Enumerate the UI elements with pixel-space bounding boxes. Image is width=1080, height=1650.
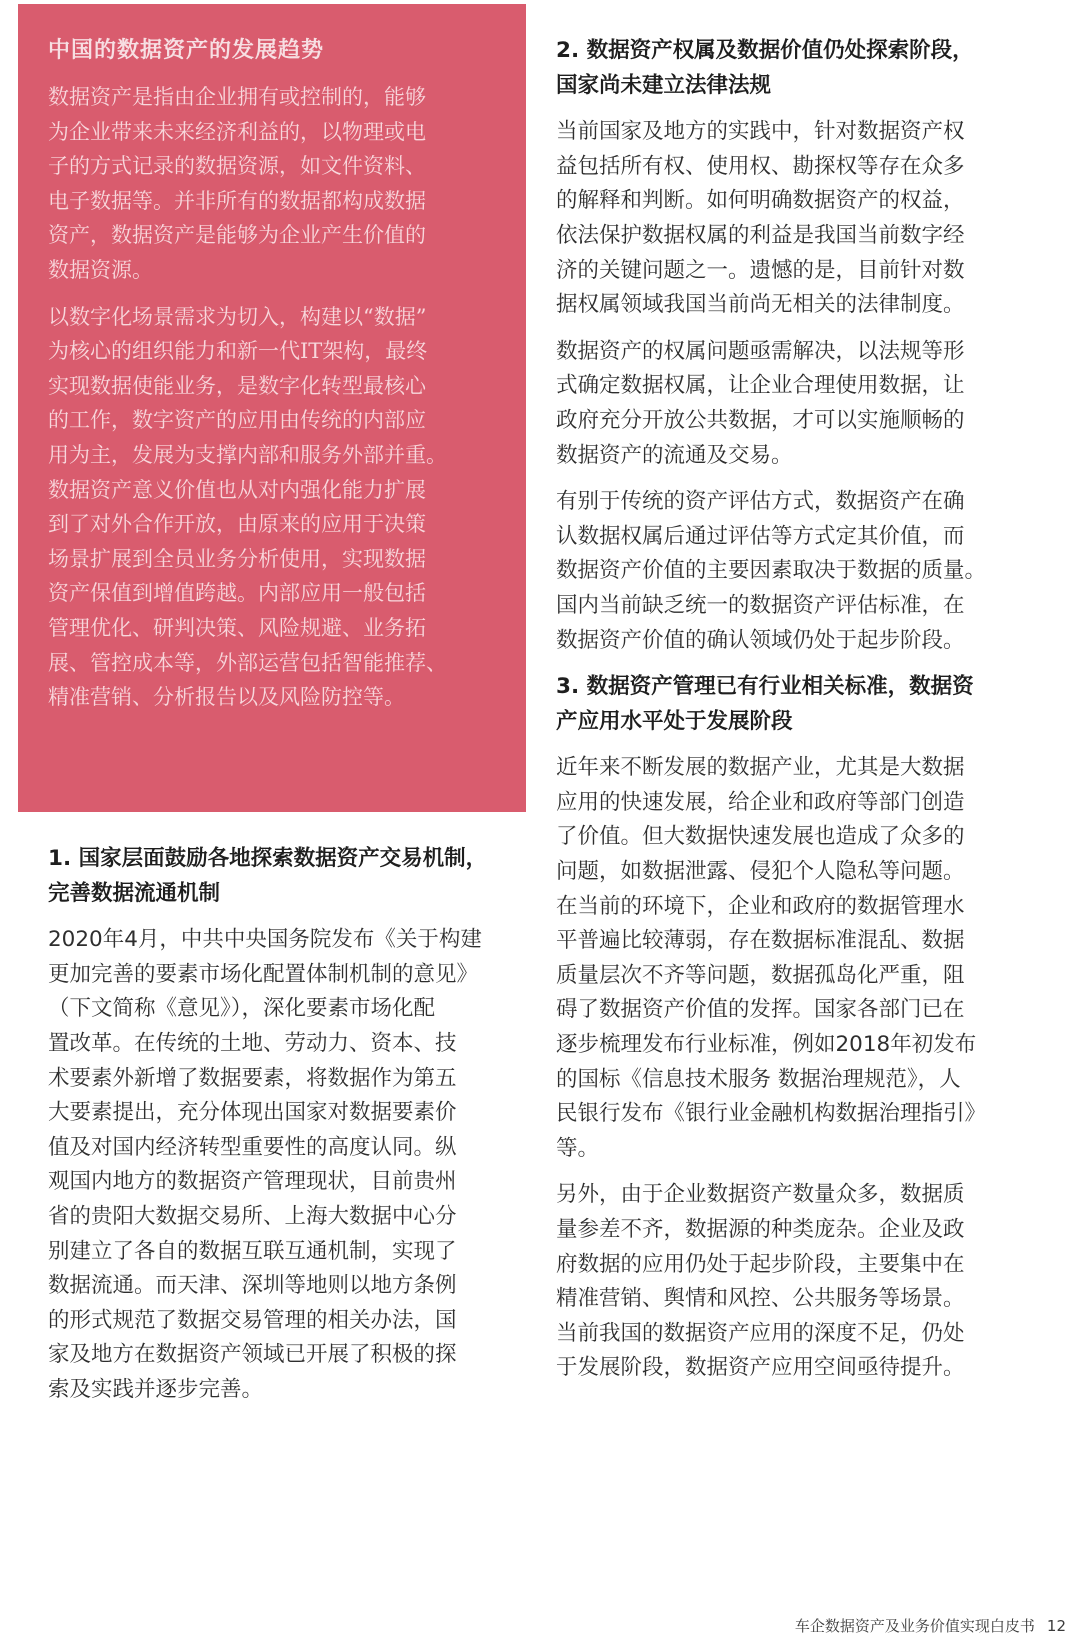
text-line: 平普遍比较薄弱，存在数据标准混乱、数据 (556, 928, 965, 954)
text-line: 等。 (556, 1135, 600, 1161)
section-1-heading (48, 842, 526, 911)
text-line: 府数据的应用仍处于起步阶段，主要集中在 (556, 1251, 965, 1277)
text-line: 置改革。在传统的土地、劳动力、资本、技 (48, 1030, 457, 1056)
page-footer (795, 1615, 1066, 1636)
text-line: 大要素提出，充分体现出国家对数据要素价 (48, 1100, 457, 1126)
text-line: 政府充分开放公共数据，才可以实施顺畅的 (556, 407, 965, 433)
text-line: 于发展阶段，数据资产应用空间亟待提升。 (556, 1355, 965, 1381)
section-3-paragraph-2 (556, 1178, 1036, 1386)
text-line: 认数据权属后通过评估等方式定其价值，而 (556, 523, 965, 549)
section-2-paragraph-2 (556, 335, 1036, 473)
left-column (48, 842, 526, 1420)
section-1-paragraph (48, 923, 526, 1407)
text-line: 1. 国家层面鼓励各地探索数据资产交易机制， (48, 846, 488, 871)
text-line: 资产保值到增值跨越。内部应用一般包括 (48, 581, 426, 606)
text-line: 2. 数据资产权属及数据价值仍处探索阶段， (556, 38, 974, 63)
text-line: 以数字化场景需求为切入，构建以“数据” (48, 304, 427, 329)
text-line: 为核心的组织能力和新一代IT架构，最终 (48, 339, 428, 364)
text-line: 依法保护数据权属的利益是我国当前数字经 (556, 222, 965, 248)
text-line: 国内当前缺乏统一的数据资产评估标准，在 (556, 592, 965, 618)
text-line: 到了对外合作开放，由原来的应用于决策 (48, 512, 426, 537)
text-line: 济的关键问题之一。遗憾的是，目前针对数 (556, 257, 965, 283)
text-line: 数据资产价值的确认领域仍处于起步阶段。 (556, 627, 965, 653)
text-line: 的国标《信息技术服务 数据治理规范》，人 (556, 1066, 961, 1092)
text-line: 实现数据使能业务，是数字化转型最核心 (48, 373, 426, 398)
text-line: 数据资产的流通及交易。 (556, 442, 793, 468)
footer-doc-title: 车企数据资产及业务价值实现白皮书 (794, 1617, 1035, 1635)
text-line: 据权属领域我国当前尚无相关的法律制度。 (556, 292, 965, 318)
right-column (556, 34, 1036, 1398)
text-line: 有别于传统的资产评估方式，数据资产在确 (556, 489, 965, 515)
text-line: 应用的快速发展，给企业和政府等部门创造 (556, 789, 965, 815)
text-line: 的工作，数字资产的应用由传统的内部应 (48, 408, 426, 433)
section-3-heading (556, 670, 1036, 739)
text-line: 另外，由于企业数据资产数量众多，数据质 (556, 1182, 965, 1208)
text-line: 数据流通。而天津、深圳等地则以地方条例 (48, 1273, 457, 1299)
text-line: 索及实践并逐步完善。 (48, 1376, 264, 1402)
section-2-paragraph-1 (556, 115, 1036, 323)
text-line: 量参差不齐，数据源的种类庞杂。企业及政 (556, 1217, 965, 1242)
text-line: 数据资产意义价值也从对内强化能力扩展 (48, 477, 426, 502)
text-line: 用为主，发展为支撑内部和服务外部并重。 (48, 442, 447, 467)
section-2-heading (556, 34, 1036, 103)
text-line: 电子数据等。并非所有的数据都构成数据 (48, 188, 426, 213)
text-line: 数据资产的权属问题亟需解决，以法规等形 (556, 338, 965, 364)
text-line: 精准营销、分析报告以及风险防控等。 (48, 685, 405, 710)
text-line: 值及对国内经济转型重要性的高度认同。纵 (48, 1134, 457, 1160)
section-3-paragraph-1 (556, 751, 1036, 1166)
text-line: 问题，如数据泄露、侵犯个人隐私等问题。 (556, 859, 965, 885)
text-line: 产应用水平处于发展阶段 (556, 708, 793, 734)
text-line: 完善数据流通机制 (48, 880, 221, 906)
text-line: 资产，数据资产是能够为企业产生价值的 (48, 223, 426, 248)
section-2-paragraph-3 (556, 485, 1036, 658)
text-line: 式确定数据权属，让企业合理使用数据，让 (556, 373, 965, 399)
text-line: 数据资产是指由企业拥有或控制的，能够 (48, 85, 426, 109)
text-line: 2020年4月，中共中央国务院发布《关于构建 (48, 927, 482, 953)
text-line: 在当前的环境下，企业和政府的数据管理水 (556, 893, 965, 919)
text-line: 3. 数据资产管理已有行业相关标准，数据资 (556, 674, 974, 700)
text-line: 数据资源。 (48, 257, 153, 282)
sidebar-title: 中国的数据资产的发展趋势 (48, 38, 325, 63)
text-line: 精准营销、舆情和风控、公共服务等场景。 (556, 1286, 965, 1312)
text-line: 展、管控成本等，外部运营包括智能推荐、 (48, 650, 447, 675)
page-number: 12 (1046, 1617, 1066, 1635)
text-line: 当前国家及地方的实践中，针对数据资产权 (556, 119, 965, 145)
sidebar-paragraph-2 (48, 300, 496, 715)
text-line: 的形式规范了数据交易管理的相关办法，国 (48, 1307, 457, 1333)
text-line: 近年来不断发展的数据产业，尤其是大数据 (556, 755, 965, 781)
text-line: 为企业带来未来经济利益的，以物理或电 (48, 119, 426, 144)
text-line: 民银行发布《银行业金融机构数据治理指引》 (556, 1101, 987, 1127)
text-line: 更加完善的要素市场化配置体制机制的意见》 (48, 961, 479, 987)
text-line: 质量层次不齐等问题，数据孤岛化严重，阻 (556, 962, 965, 988)
text-line: 子的方式记录的数据资源，如文件资料、 (48, 154, 426, 179)
text-line: 逐步梳理发布行业标准，例如2018年初发布 (556, 1032, 977, 1058)
text-line: 场景扩展到全员业务分析使用，实现数据 (48, 546, 426, 571)
text-line: 益包括所有权、使用权、勘探权等存在众多 (556, 153, 965, 179)
text-line: 碍了数据资产价值的发挥。国家各部门已在 (556, 997, 965, 1023)
sidebar-paragraph-1 (48, 80, 496, 288)
text-line: 家及地方在数据资产领域已开展了积极的探 (48, 1342, 457, 1368)
trend-sidebar (18, 4, 526, 812)
text-line: （下文简称《意见》），深化要素市场化配 (48, 996, 436, 1022)
text-line: 的解释和判断。如何明确数据资产的权益， (556, 188, 965, 214)
text-line: 管理优化、研判决策、风险规避、业务拓 (48, 615, 426, 640)
text-line: 数据资产价值的主要因素取决于数据的质量。 (556, 558, 987, 584)
text-line: 观国内地方的数据资产管理现状，目前贵州 (48, 1169, 457, 1195)
text-line: 别建立了各自的数据互联互通机制，实现了 (48, 1238, 457, 1264)
text-line: 了价值。但大数据快速发展也造成了众多的 (556, 824, 965, 850)
text-line: 省的贵阳大数据交易所、上海大数据中心分 (48, 1203, 457, 1229)
text-line: 国家尚未建立法律法规 (556, 72, 772, 98)
text-line: 术要素外新增了数据要素，将数据作为第五 (48, 1065, 457, 1091)
text-line: 当前我国的数据资产应用的深度不足，仍处 (556, 1320, 965, 1346)
